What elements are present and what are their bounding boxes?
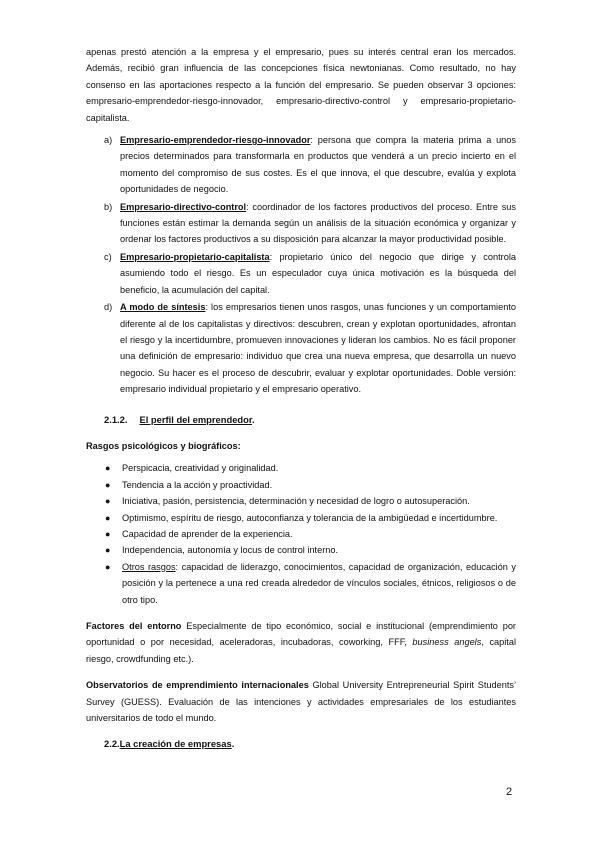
list-item-text: Capacidad de aprender de la experiencia. <box>122 528 293 539</box>
list-item <box>86 493 516 509</box>
document-page <box>86 44 516 753</box>
list-item-text: Iniciativa, pasión, persistencia, determinación y necesidad de logro o autosuperación. <box>122 496 470 507</box>
factores-italic: business angels <box>412 637 482 648</box>
bullet-icon: ● <box>105 496 111 507</box>
list-marker: c) <box>104 251 112 262</box>
observatorios-paragraph <box>86 677 516 726</box>
factores-text-end: , capital riesgo, crowdfunding etc.). <box>86 637 517 664</box>
bullet-icon: ● <box>105 512 111 523</box>
section-title-period: . <box>252 413 255 425</box>
term-description: : los empresarios tienen unos rasgos, unas funciones y un comportamiento diferente al de los capitalistas y directivos: descubren, crean y explotan oportunidades, afrontan el riesgo y la incertidumbre, promueven innovaciones y lideran los cambios. No es fácil proponer una definición de empresario: individuo que crea una nueva empresa, que desarrolla un nuevo negocio. Su hacer es el proceso de descubrir, evaluar y explotar oportunidades. Doble versión: empresario individual propietario y el empresario operativo. <box>120 302 516 395</box>
observatorios-text: Global University Entrepreneurial Spirit Students’ Survey (GUESS). Evaluación de las intenciones y actividades empresariales de los estudiantes universitarios de todo el mundo. <box>86 680 517 724</box>
list-item <box>86 299 516 397</box>
term-directivo: Empresario-directivo-control <box>120 201 247 212</box>
bullet-icon: ● <box>105 545 111 556</box>
list-item <box>86 460 516 476</box>
intro-paragraph: apenas prestó atención a la empresa y el empresario, pues su interés central eran los mercados. Además, recibió gran influencia de las concepciones física newtonianas. Como resultado, no hay consenso en las aportaciones respecto a la función del empresario. Se pueden observar 3 opciones: empresario-emprendedor-riesgo-innovador, empresario-directivo-control y empresario-propietario-capitalista. <box>86 47 516 123</box>
list-item-text: : capacidad de liderazgo, conocimientos, capacidad de organización, educación y posición y la pertenece a una red creada alrededor de vínculos sociales, étnicos, religiosos o de otro tipo. <box>122 561 517 605</box>
list-item-text: Perspicacia, creatividad y originalidad. <box>122 463 279 474</box>
rasgos-heading: Rasgos psicológicos y biográficos: <box>86 440 241 451</box>
observatorios-label: Observatorios de emprendimiento internacionales <box>86 680 309 691</box>
section-heading-2-2 <box>104 736 516 752</box>
list-item <box>86 510 516 526</box>
term-description: : propietario único del negocio que dirige y controla asumiendo todo el riesgo. Es un especulador cuya única motivación es la búsqueda del beneficio, la acumulación del capital. <box>120 251 516 295</box>
list-item <box>86 132 516 198</box>
section-title: El perfil del emprendedor <box>139 413 252 425</box>
bullet-icon: ● <box>105 479 111 490</box>
term-emprendedor: Empresario-emprendedor-riesgo-innovador <box>120 135 311 146</box>
term-sintesis: A modo de síntesis <box>120 302 206 313</box>
list-marker: d) <box>104 302 113 313</box>
list-item <box>86 477 516 493</box>
list-marker: a) <box>104 135 113 146</box>
factores-text: Especialmente de tipo económico, social e institucional (emprendimiento por oportunidad o por necesidad, aceleradoras, incubadoras, coworking, FFF, <box>86 621 516 648</box>
term-propietario: Empresario-propietario-capitalista <box>120 251 270 262</box>
bullet-icon: ● <box>105 528 111 539</box>
list-item <box>86 559 516 608</box>
section-number: 2.1.2. <box>104 413 128 425</box>
list-item-text: Tendencia a la acción y proactividad. <box>122 479 273 490</box>
factores-label: Factores del entorno <box>86 621 182 631</box>
section-title: La creación de empresas <box>119 738 232 750</box>
section-number: 2.2. <box>104 738 120 750</box>
list-item <box>86 199 516 248</box>
term-description: : coordinador de los factores productivos del proceso. Entre sus funciones están estimar la demanda según un análisis de la situación económica y organizar y ordenar los factores productivos a su disposición para alcanzar la mayor productividad posible. <box>120 201 516 245</box>
list-item-lead: Otros rasgos <box>122 561 176 572</box>
entrepreneur-types-list <box>86 132 516 398</box>
bullet-icon: ● <box>105 561 111 572</box>
page-number: 2 <box>506 786 513 798</box>
section-title-period: . <box>231 738 235 750</box>
bullet-icon: ● <box>105 463 111 474</box>
list-marker: b) <box>104 201 113 212</box>
list-item-text: Optimismo, espíritu de riesgo, autoconfianza y tolerancia de la ambigüedad e incertidumbre. <box>122 512 498 523</box>
traits-list <box>86 460 516 608</box>
list-item <box>86 249 516 298</box>
term-description: : persona que compra la materia prima a unos precios determinados para transformarla en productos que venderá a un precio incierto en el momento del compromiso de sus costes. Es el que innova, el que descubre, evalúa y explota oportunidades de negocio. <box>120 135 516 195</box>
list-item-text: Independencia, autonomía y locus de control interno. <box>122 545 339 556</box>
factores-paragraph <box>86 618 516 667</box>
list-item <box>86 542 516 558</box>
section-heading-2-1-2 <box>104 412 516 428</box>
list-item <box>86 526 516 542</box>
